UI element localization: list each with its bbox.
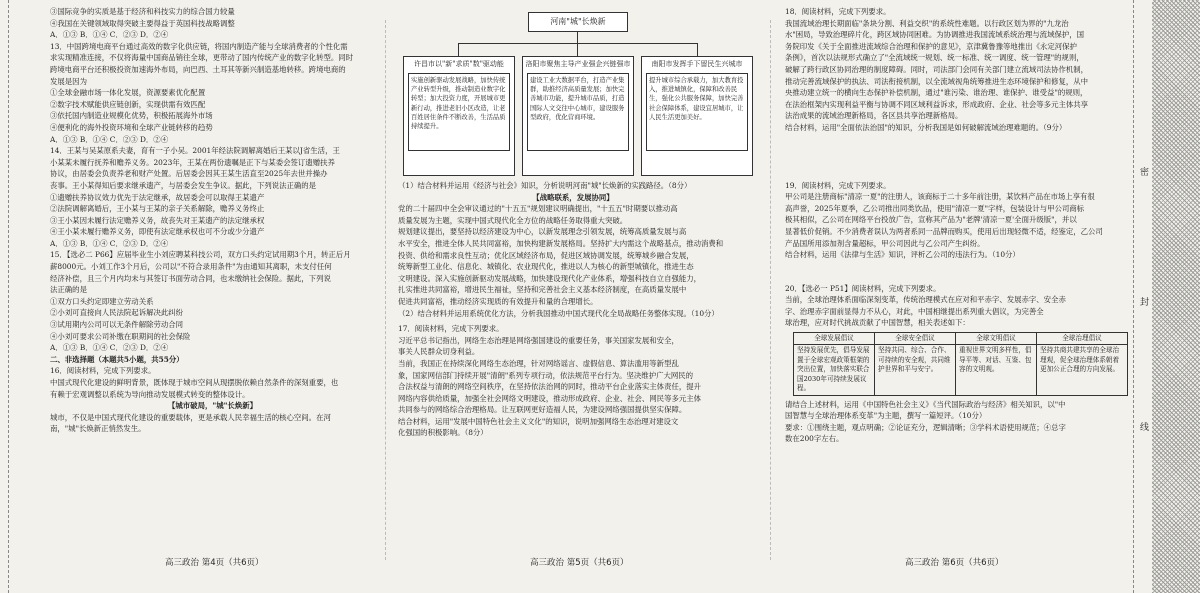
page-footer: 高三政治 第6页（共6页） xyxy=(905,558,1004,568)
connector-line xyxy=(697,43,698,56)
text-line: 结合材料，运用"发展中国特色社会主义文化"的知识，说明加强网络生态治理对建设文 xyxy=(398,416,679,426)
text-line: 共同参与的网络综合治理格局。让互联网更好造福人民，为建设网络强国提供坚实保障。 xyxy=(398,405,687,415)
text-line: 球治理，应对时代挑战贡献了中国智慧，相关表述如下： xyxy=(785,318,970,328)
text-line: 水平安全，推进全体人民共同富裕，加快构建新发展格局。坚持扩大内需这个战略基点，推动消费和 xyxy=(398,238,724,248)
text-line: 发展是因为 xyxy=(50,76,87,86)
text-line: ③依托国内制造业规模化优势，积极拓展海外市场 xyxy=(50,111,213,121)
text-line: ③王小某因未履行法定赡养义务，故丧失对王某遗产的法定继承权 xyxy=(50,215,265,225)
text-line: ②数字技术赋能供应链创新，实现供需有效匹配 xyxy=(50,99,206,109)
text-line: A．①③ B．①④ C．②③ D．②④ xyxy=(50,30,169,40)
text-line: 法正确的是 xyxy=(50,285,87,295)
text-line: ④小刘可要求公司补缴在职期间的社会保险 xyxy=(50,331,191,341)
text-line: 16．阅读材料，完成下列要求。 xyxy=(50,366,156,376)
question-16-material-2 xyxy=(398,203,748,307)
text-line: A．①③ B．①④ C．②③ D．②④ xyxy=(50,134,169,144)
box-body: 实施创新驱动发展战略，加快传统产业转型升级，推动制造业数字化转型；加大投资力度，开展城市更新行动，推进老旧小区改造，让老百姓居住条件不断改善，生活品质持续提升。 xyxy=(408,73,510,151)
text-line: 习近平总书记指出，网络生态治理是网络强国建设的重要任务，事关国家发展和安全， xyxy=(398,335,679,345)
box-heading: 许昌市以"新"求质"数"驱动能 xyxy=(414,60,504,68)
table-header: 全球文明倡议 xyxy=(956,333,1037,345)
text-line: 丧事。王小某得知后要求继承遗产，与居委会发生争议。据此，下列说法正确的是 xyxy=(50,180,317,190)
text-line: 极其相似，乙公司在网络平台投放广告，宣称其产品为"老牌'清凉一夏'全面升级版"，并以 xyxy=(785,215,1077,225)
text-line: 当前，全球治理体系面临深刻变革，传统治理模式在应对和平赤字、发展赤字、安全赤 xyxy=(785,295,1066,305)
text-line: 经济补偿，且三个月内均未与其签订书面劳动合同，也未缴纳社会保险。据此，下列说 xyxy=(50,273,331,283)
text-line: 协议，由居委会负责养老和财产处置。后居委会因其王某生活直至2025年去世并操办 xyxy=(50,169,328,179)
barcode-strip xyxy=(1152,0,1200,593)
material-subtitle: 【战略联系，发展协同】 xyxy=(532,192,614,202)
text-line: 党的二十届四中全会审议通过的"十五五"规划建议明确提出，"十五五"时期要以推动高 xyxy=(398,204,678,214)
text-line: 促进共同富裕，推动经济实现质的有效提升和量的合理增长。 xyxy=(398,296,598,306)
text-line: 18．阅读材料，完成下列要求。 xyxy=(785,7,891,16)
question-13 xyxy=(50,41,375,145)
text-line: 合法权益与清朗的网络空间秩序，在坚持依法治网的同时，推动平台企业落实主体责任，提升 xyxy=(398,382,702,392)
text-line: ④我国在关键领域取得突破主要得益于英国科技战略调整 xyxy=(50,18,235,28)
table-cell: 坚持共商共建共享的全球治理观，促全球治理体系朝着更加公正合理的方向发展。 xyxy=(1037,345,1128,395)
text-line: 高声誉，2025年夏季，乙公司推出同类饮品，使用"清凉一夏"字样，包装设计与甲公司商标 xyxy=(785,203,1085,213)
text-line: 我国流域治理长期面临"条块分割、利益交织"的系统性难题。以行政区划为界的"九龙治 xyxy=(785,18,1069,28)
text-line: 在法治框架内实现利益平衡与协调不同区域利益诉求，形成政府、企业、社会等多元主体共享 xyxy=(785,99,1089,109)
text-line: 15．【选必二 P66】应届毕业生小刘应聘某科技公司，双方口头约定试用期3个月，转正后月 xyxy=(50,250,351,260)
box-heading: 洛阳市聚焦主导产业强企兴链强市 xyxy=(525,60,631,68)
question-16-intro xyxy=(50,365,375,400)
text-line: 法治成果的流域治理新格局，各区县共享治理新格局。 xyxy=(785,111,963,121)
text-line: A．①③ B．①④ C．②③ D．②④ xyxy=(50,343,169,353)
box-body: 建设工业大数据平台，打造产业集群，助推经济高质量发展；加快完善城市功能，提升城市品质，打造国际人文交往中心城市，建设服务型政府，优化营商环境。 xyxy=(527,73,629,151)
text-line: ①双方口头约定即建立劳动关系 xyxy=(50,296,154,306)
section-heading: 二、非选择题（本题共5小题，共55分） xyxy=(50,354,184,364)
text-line: 跨境电商平台还积极投资加速海外布局，向巴西、土耳其等新兴制造基地转移。跨境电商的 xyxy=(50,64,346,74)
text-line: 城市，不仅是中国式现代化建设的重要载体，更是承载人民幸福生活的核心空间。在河 xyxy=(50,412,331,422)
question-18 xyxy=(785,6,1135,134)
box-heading: 南阳市发挥手下留民生兴城市 xyxy=(651,60,743,68)
text-line: 结合材料，运用《法律与生活》知识，评析乙公司的违法行为。（10分） xyxy=(785,250,1020,260)
text-line: 求实现精准连接，不仅将海量中国商品销往全球，更带动了国内传统产业的数字化转型。同时 xyxy=(50,53,354,63)
text-line: 投资、供给和需求良性互动；优化区域经济布局，促进区域协调发展，统筹城乡融合发展， xyxy=(398,250,694,260)
table-header: 全球发展倡议 xyxy=(794,333,875,345)
text-line: 央推动建立统一的横向生态保护补偿机制，通过"谁污染、谁治理、谁保护、谁受益"的规则， xyxy=(785,88,1088,98)
connector-line xyxy=(458,43,459,56)
text-line: 要求：①围绕主题，观点明确；②论证充分，逻辑清晰；③学科术语使用规范；④总字 xyxy=(785,422,1066,432)
text-line: 数在200字左右。 xyxy=(785,434,844,444)
seal-mark: 封 xyxy=(1140,295,1149,308)
question-20-requirements xyxy=(785,399,1135,445)
text-line: ①全球金融市场一体化发展，资源要素优化配置 xyxy=(50,88,206,98)
text-line: ③国际竞争的实质是基于经济和科技实力的综合国力较量 xyxy=(50,7,235,16)
question-16-req-1: （1）结合材料并运用《经济与社会》知识，分析说明河南"城"长焕新的实践路径。（8分） xyxy=(398,181,692,190)
table-cell: 坚持发展优先，倡导发展置于全球宏观政策框架的突出位置，加快落实联合国2030年可持续发展议程。 xyxy=(794,345,875,395)
column-divider xyxy=(770,20,771,560)
page-5-column xyxy=(398,6,748,439)
question-16-req-2: （2）结合材料并运用系统优化方法，分析我国推动中国式现代化全局战略任务整体实现。（10分） xyxy=(398,308,719,318)
text-line: 化强国的积极影响。（8分） xyxy=(398,428,488,438)
table-cell: 重视世界文明多样性，倡导平等、对话、互鉴、包容的文明观。 xyxy=(956,345,1037,395)
diagram-box-luoyang xyxy=(522,56,634,176)
table-header: 全球安全倡议 xyxy=(875,333,956,345)
text-line: 条例》，首次以法规形式确立了"全流域统一规划、统一标准、统一调度、统一管理"的规则， xyxy=(785,53,1084,63)
text-line: ③试用期内公司可以无条件解除劳动合同 xyxy=(50,320,184,330)
text-line: 字、治理赤字面前显得力不从心，对此，中国相继提出系列重大倡议，为完善全 xyxy=(785,306,1044,316)
text-line: 薪8000元。小刘工作3个月后，公司以"不符合录用条件"为由通知其离职，未支付任何 xyxy=(50,262,332,272)
seal-mark: 线 xyxy=(1140,420,1149,433)
table-cell: 坚持共同、综合、合作、可持续的安全观，共同维护世界和平与安宁。 xyxy=(875,345,956,395)
question-15 xyxy=(50,249,375,353)
text-line: 20．【选必一 P51】阅读材料，完成下列要求。 xyxy=(785,283,941,293)
page-4-column xyxy=(50,6,375,435)
city-diagram xyxy=(398,10,748,170)
text-line: ②小刘可直接向人民法院起诉解决此纠纷 xyxy=(50,308,184,318)
connector-line xyxy=(577,43,578,56)
q12-options xyxy=(50,6,375,41)
text-line: ①遗赠扶养协议效力优先于法定继承，故居委会可以取得王某遗产 xyxy=(50,192,265,202)
text-line: 有赖于宏观调整以系统为导向推动发展模式转变的整体设计。 xyxy=(50,389,250,399)
text-line: 务院印发《关于全面推进流域综合治理和保护的意见》，京津冀鲁豫等地推出《永定河保护 xyxy=(785,41,1077,51)
page-6-column xyxy=(785,6,1135,445)
text-line: 结合材料，运用"全面依法治国"的知识，分析我国是如何破解流域治理难题的。（9分） xyxy=(785,122,1067,132)
text-line: 扎实推进共同富裕，增进民生福祉，坚持和完善社会主义基本经济制度，在高质量发展中 xyxy=(398,285,687,295)
text-line: ④便利化的海外投资环境和全球产业链转移的趋势 xyxy=(50,122,213,132)
page-footer: 高三政治 第5页（共6页） xyxy=(530,558,629,568)
box-body: 提升城市综合承载力，加大教育投入，推进城镇化，保障和改善民生，强化公共服务保障，加快完善社会保障体系，建设宜居城市，让人民生活更加美好。 xyxy=(646,73,748,151)
text-line: A．①③ B．①④ C．②③ D．②④ xyxy=(50,238,169,248)
text-line: 象，国家网信部门持续开展"清朗"系列专项行动，依法规范平台行为。坚决维护广大网民的 xyxy=(398,370,694,380)
text-line: 17．阅读材料，完成下列要求。 xyxy=(398,324,504,334)
text-line: 水"困局，导致治理碎片化，跨区域协同困难。为协调推进我国流域系统治理与流域保护，国 xyxy=(785,30,1085,40)
column-divider xyxy=(385,20,386,560)
text-line: 文明建设。深入实施创新驱动发展战略，加快建设现代化产业体系，增强科技自立自强能力， xyxy=(398,273,702,283)
text-line: 规划建议提出，要坚持以经济建设为中心，以新发展理念引领发展，统筹高质量发展与高 xyxy=(398,227,687,237)
diagram-box-nanyang xyxy=(641,56,753,176)
text-line: 显著低价促销。不少消费者误认为两者系同一品牌而购买，使用后出现轻微不适，经鉴定，乙公司 xyxy=(785,226,1103,236)
question-19 xyxy=(785,180,1135,261)
text-line: 事关人民群众切身利益。 xyxy=(398,347,480,357)
text-line: 南，"城"长焕新正悄然发生。 xyxy=(50,424,146,434)
text-line: 19．阅读材料，完成下列要求。 xyxy=(785,180,891,190)
text-line: 推动完善流域保护的执法、司法衔接机制，以全流域视角统筹推进生态环境保护和修复，从中 xyxy=(785,76,1089,86)
diagram-box-xuchang xyxy=(403,56,515,176)
diagram-title: 河南"城"长焕新 xyxy=(528,12,628,32)
text-line: 质量发展为主题，实现中国式现代化全方位的战略任务取得重大突破。 xyxy=(398,215,628,225)
text-line: 请结合上述材料，运用《中国特色社会主义》《当代国际政治与经济》相关知识，以"中 xyxy=(785,399,1066,409)
connector-line xyxy=(577,31,578,43)
text-line: 当前，我国正在持续深化网络生态治理，针对网络谣言、虚假信息、算法滥用等新型乱 xyxy=(398,358,679,368)
text-line: 网络内容供给质量，加强全社会网络文明建设，推动形成政府、企业、社会、网民等多元主体 xyxy=(398,393,702,403)
text-line: 破解了跨行政区协同治理的制度障碍。同时，司法部门会同有关部门建立流域司法协作机制， xyxy=(785,64,1089,74)
question-16-material xyxy=(50,412,375,435)
text-line: 14．王某与吴某原系夫妻，育有一子小吴。2001年经法院调解离婚后王某以J省生活，王 xyxy=(50,146,340,156)
text-line: ④王小某未履行赡养义务，即使有法定继承权也可不分或少分遗产 xyxy=(50,227,265,237)
question-14 xyxy=(50,145,375,249)
seal-mark: 密 xyxy=(1140,165,1149,178)
binding-line xyxy=(8,0,10,593)
page-footer: 高三政治 第4页（共6页） xyxy=(165,558,264,568)
material-subtitle: 【城市破局，"城"长焕新】 xyxy=(168,401,257,411)
text-line: 中国式现代化建设的鲜明背景，既体现于城市空间从现摆脱依赖自然条件的深刻重要，也 xyxy=(50,378,339,387)
table-header: 全球治理倡议 xyxy=(1037,333,1128,345)
initiatives-table xyxy=(793,332,1128,395)
text-line: 产品国所用添加剂含量超标，甲公司因此与乙公司产生纠纷。 xyxy=(785,238,985,248)
text-line: 13．中国跨境电商平台通过高效的数字化供应链，将国内制造产能与全球消费者的个性化需 xyxy=(50,41,348,51)
text-line: 统筹新型工业化、信息化、城镇化、农业现代化，推进以人为核心的新型城镇化，推进生态 xyxy=(398,262,694,272)
connector-line xyxy=(458,43,698,44)
text-line: ②法院调解离婚后，王小某与王某的亲子关系解除，赡养义务终止 xyxy=(50,204,265,214)
text-line: 国智慧与全球治理体系变革"为主题，撰写一篇短评。（10分） xyxy=(785,411,987,421)
text-line: 甲公司是注册商标"清凉一夏"的注册人，该商标于二十多年前注册，某饮料产品在市场上享有很 xyxy=(785,192,1095,202)
question-17 xyxy=(398,323,748,439)
text-line: 小某某未履行抚养和赡养义务。2023年，王某在两份遗嘱是正下与某委会签订遗赠扶养 xyxy=(50,157,335,167)
question-20 xyxy=(785,283,1135,329)
